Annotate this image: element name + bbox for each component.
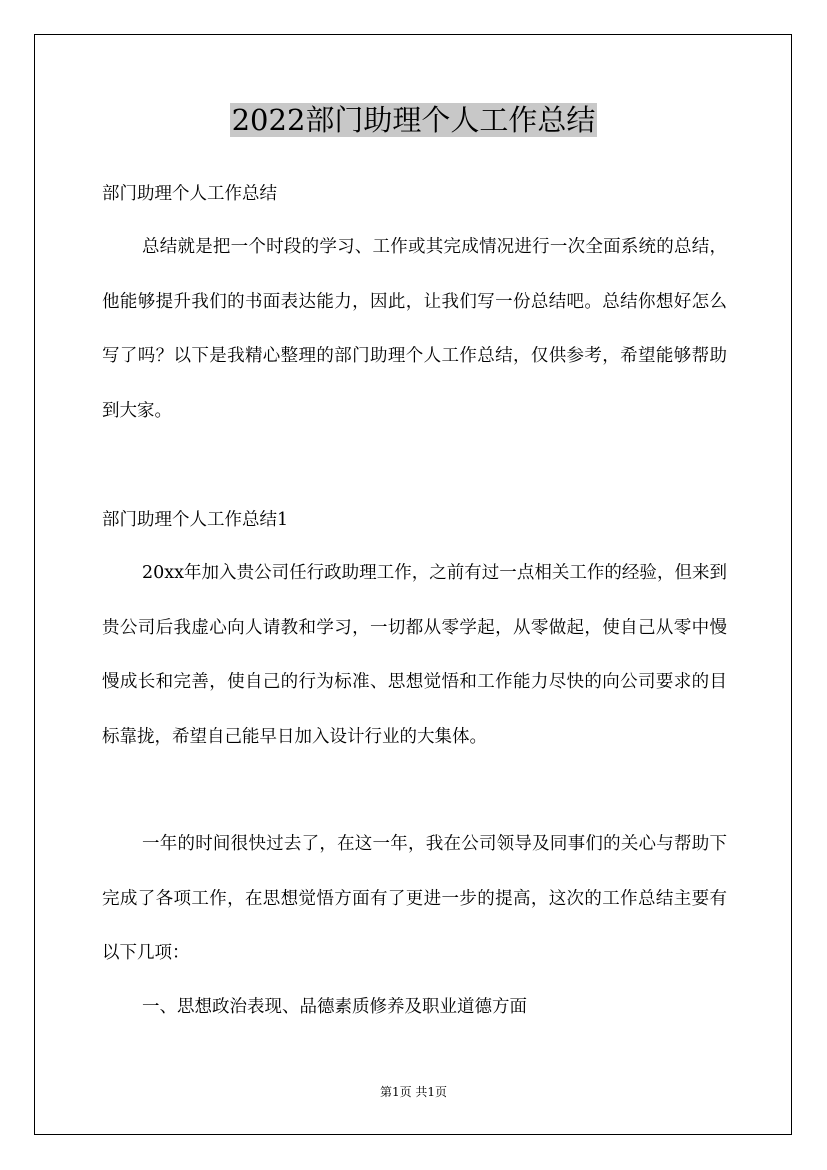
document-title (0, 98, 827, 142)
page-footer: 第1页 共1页 (379, 1085, 448, 1099)
intro-paragraph: 总结就是把一个时段的学习、工作或其完成情况进行一次全面系统的总结，他能够提升我们的书面表达能力，因此，让我们写一份总结吧。总结你想好怎么写了吗？以下是我精心整理的部门助理个人工作总结，仅供参考，希望能够帮助到大家。 (102, 237, 727, 421)
section-paragraph-1: 20xx年加入贵公司任行政助理工作，之前有过一点相关工作的经验，但来到贵公司后我虚心向人请教和学习，一切都从零学起，从零做起，使自己从零中慢慢成长和完善，使自己的行为标准、思想觉悟和工作能力尽快的向公司要求的目标靠拢，希望自己能早日加入设计行业的大集体。 (102, 563, 727, 747)
section-heading: 部门助理个人工作总结1 (102, 510, 289, 530)
subtitle: 部门助理个人工作总结 (102, 184, 277, 204)
section-item-1: 一、思想政治表现、品德素质修养及职业道德方面 (142, 997, 527, 1017)
section-paragraph-2: 一年的时间很快过去了，在这一年，我在公司领导及同事们的关心与帮助下完成了各项工作，在思想觉悟方面有了更进一步的提高，这次的工作总结主要有以下几项： (102, 834, 727, 963)
title-text: 2022部门助理个人工作总结 (231, 103, 596, 137)
